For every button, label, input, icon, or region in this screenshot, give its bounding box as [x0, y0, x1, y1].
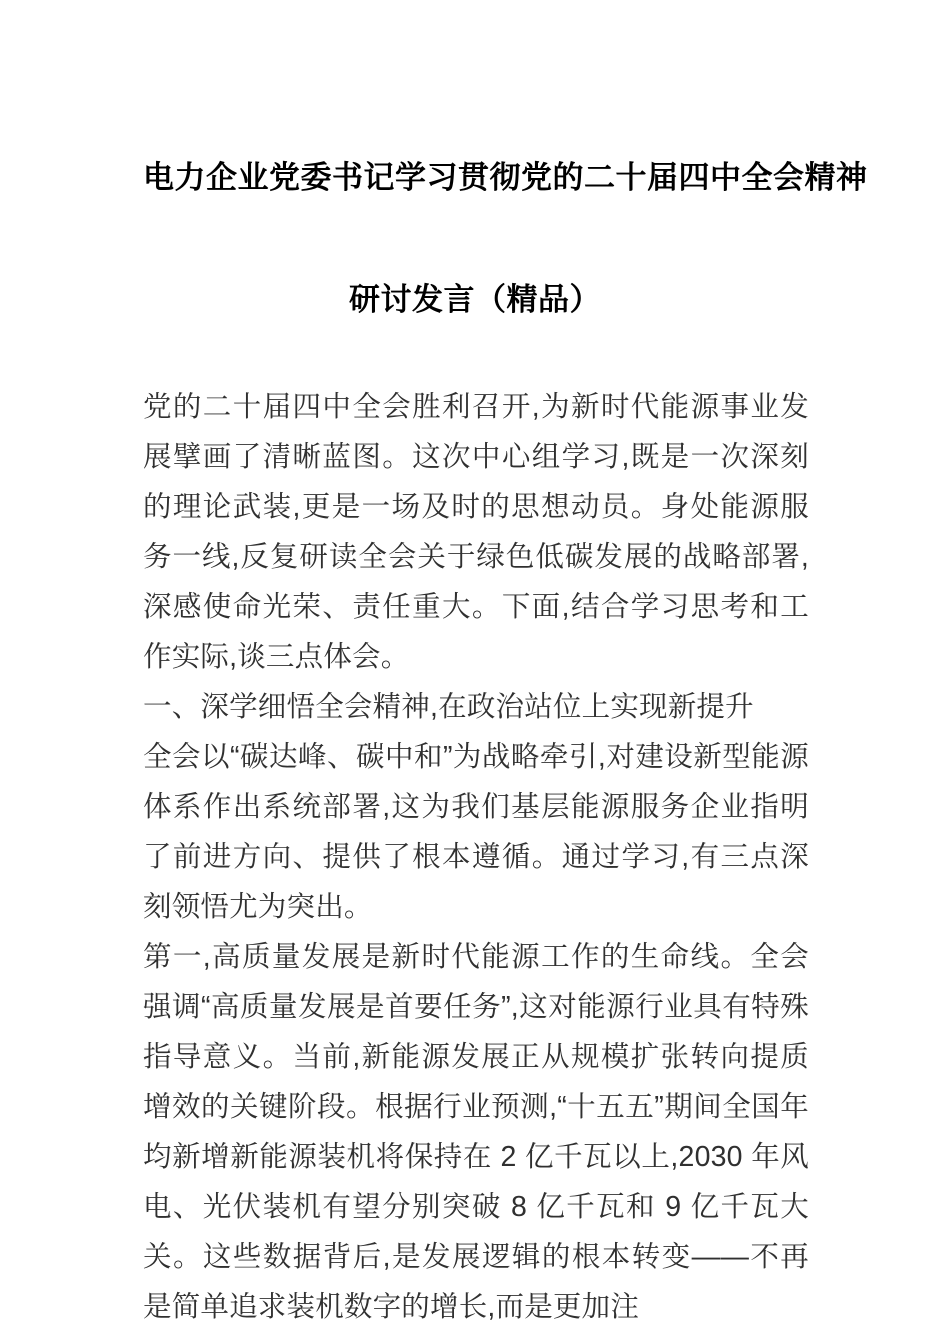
title-line-1: 电力企业党委书记学习贯彻党的二十届四中全会精神 [143, 160, 868, 195]
document-body [143, 382, 809, 1332]
paragraph-intro: 党的二十届四中全会胜利召开,为新时代能源事业发展擘画了清晰蓝图。这次中心组学习,既是一次深刻的理论武装,更是一场及时的思想动员。身处能源服务一线,反复研读全会关于绿色低碳发展的战略部署,深感使命光荣、责任重大。下面,结合学习思考和工作实际,谈三点体会。 [143, 391, 809, 673]
title-line-2: 研讨发言（精品） [349, 282, 601, 317]
paragraph-section-one-lead: 全会以“碳达峰、碳中和”为战略牵引,对建设新型能源体系作出系统部署,这为我们基层能源服务企业指明了前进方向、提供了根本遵循。通过学习,有三点深刻领悟尤为突出。 [143, 741, 809, 923]
paragraph-point-one: 第一,高质量发展是新时代能源工作的生命线。全会强调“高质量发展是首要任务”,这对能源行业具有特殊指导意义。当前,新能源发展正从规模扩张转向提质增效的关键阶段。根据行业预测,“十五五”期间全国年均新增新能源装机将保持在 2 亿千瓦以上,2030 年风电、光伏装机有望分别突破 8 亿千瓦和 9 亿千瓦大关。这些数据背后,是发展逻辑的根本转变——不再是简单追求装机数字的增长,而是更加注 [143, 941, 809, 1323]
paragraph-section-one-heading: 一、深学细悟全会精神,在政治站位上实现新提升 [143, 691, 754, 723]
document-title [143, 155, 868, 323]
